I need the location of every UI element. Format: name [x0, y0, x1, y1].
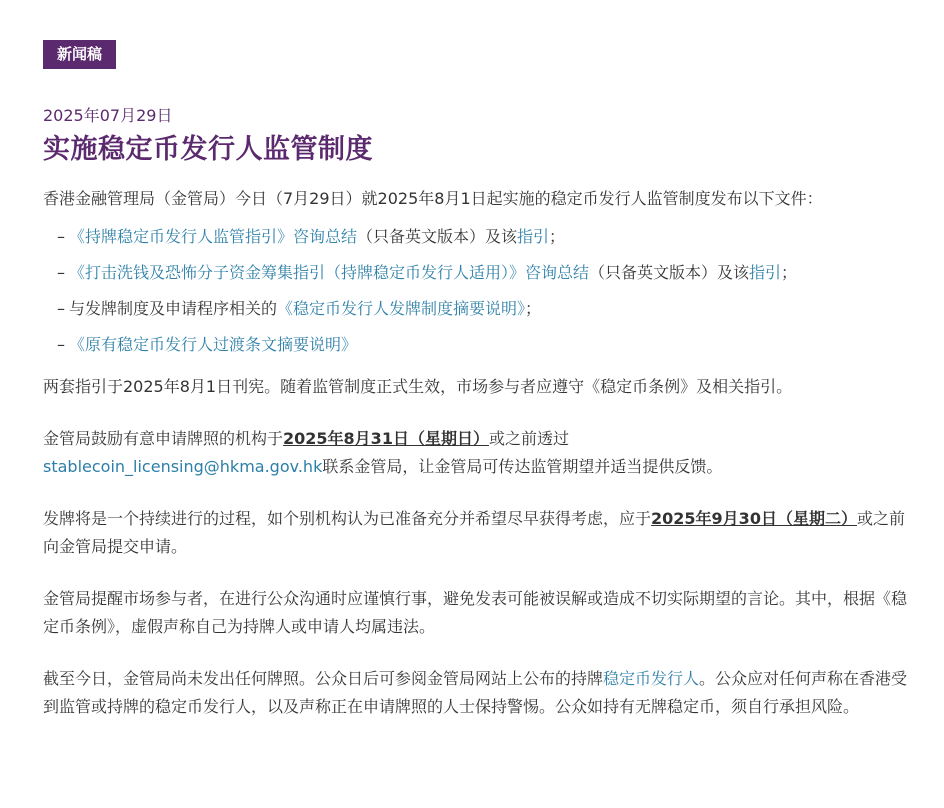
page-title: 实施稳定币发行人监管制度 — [43, 134, 373, 165]
status-paragraph — [43, 665, 914, 721]
list-item — [57, 295, 914, 323]
press-release-badge: 新闻稿 — [43, 40, 116, 69]
aml-consultation-link[interactable]: 《打击洗钱及恐怖分子资金筹集指引（持牌稳定币发行人适用）》咨询总结 — [69, 263, 590, 282]
list-item-text: ； — [549, 227, 566, 246]
list-item-text: 与发牌制度及申请程序相关的 — [69, 299, 278, 318]
list-dash: – — [57, 263, 65, 282]
application-deadline: 2025年9月30日（星期二） — [651, 509, 857, 528]
release-date: 2025年07月29日 — [43, 106, 173, 125]
list-dash: – — [57, 227, 65, 246]
list-item-text: ； — [525, 299, 542, 318]
paragraph-text: 金管局鼓励有意申请牌照的机构于 — [43, 429, 284, 448]
paragraph-text: 联系金管局，让金管局可传达监管期望并适当提供反馈。 — [322, 457, 723, 476]
aml-guideline-link[interactable]: 指引 — [749, 263, 782, 282]
list-item — [57, 259, 914, 287]
list-item-text: （只备英文版本）及该 — [589, 263, 750, 282]
document-list — [57, 223, 914, 359]
deadline-date: 2025年8月31日（星期日） — [283, 429, 489, 448]
email-link[interactable]: stablecoin_licensing@hkma.gov.hk — [43, 457, 323, 476]
paragraph-text: 。公众应对任何声称在香港受到监管或持牌的稳定币发行人，以及声称正在申请牌照的人士保持警惕。公众如持有无牌稳定币，须自行承担风险。 — [43, 669, 908, 716]
list-dash: – — [57, 299, 65, 318]
licensed-issuers-link[interactable]: 稳定币发行人 — [603, 669, 700, 688]
consultation-conclusion-link[interactable]: 《持牌稳定币发行人监管指引》咨询总结 — [69, 227, 358, 246]
list-dash: – — [57, 335, 65, 354]
guidelines-paragraph: 两套指引于2025年8月1日刊宪。随着监管制度正式生效，市场参与者应遵守《稳定币条例》及相关指引。 — [43, 377, 793, 396]
paragraph-text: 或之前透过 — [488, 429, 569, 448]
reminder-paragraph: 金管局提醒市场参与者，在进行公众沟通时应谨慎行事，避免发表可能被误解或造成不切实际期望的言论。其中，根据《稳定币条例》，虚假声称自己为持牌人或申请人均属违法。 — [43, 589, 908, 636]
application-paragraph — [43, 505, 914, 561]
encourage-paragraph — [43, 425, 914, 481]
licensing-summary-link[interactable]: 《稳定币发行人发牌制度摘要说明》 — [277, 299, 526, 318]
paragraph-text: 发牌将是一个持续进行的过程，如个别机构认为已准备充分并希望尽早获得考虑，应于 — [43, 509, 652, 528]
guideline-link[interactable]: 指引 — [517, 227, 550, 246]
list-item-text: ； — [781, 263, 798, 282]
transitional-summary-link[interactable]: 《原有稳定币发行人过渡条文摘要说明》 — [69, 335, 358, 354]
list-item-text: （只备英文版本）及该 — [357, 227, 518, 246]
paragraph-text: 或之前向金管局提交申请。 — [43, 509, 905, 556]
list-item — [57, 223, 914, 251]
list-item — [57, 331, 914, 359]
intro-paragraph: 香港金融管理局（金管局）今日（7月29日）就2025年8月1日起实施的稳定币发行人监管制度发布以下文件： — [43, 189, 823, 208]
paragraph-text: 截至今日，金管局尚未发出任何牌照。公众日后可参阅金管局网站上公布的持牌 — [43, 669, 604, 688]
